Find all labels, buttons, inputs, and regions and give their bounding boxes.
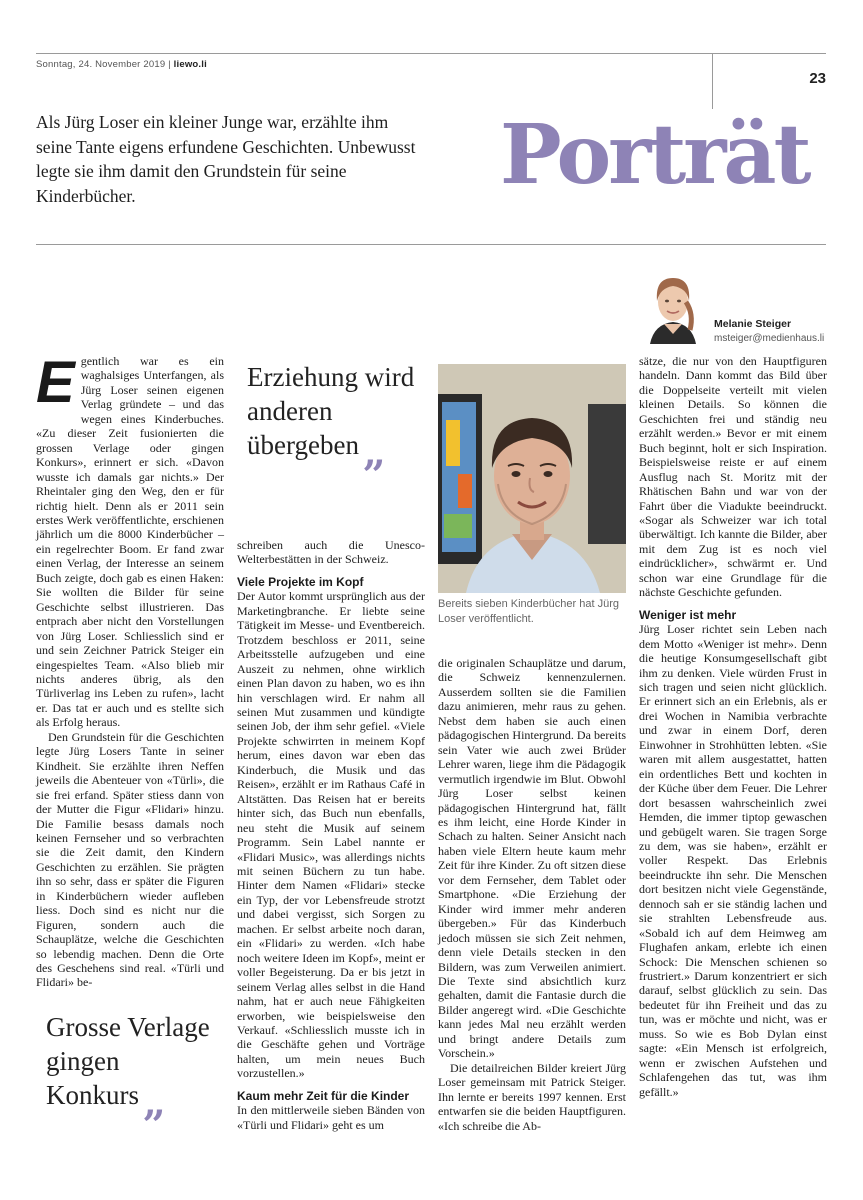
dateline-separator: | [165,59,174,70]
author-email[interactable]: msteiger@medienhaus.li [714,333,825,344]
author-name: Melanie Steiger [714,318,792,330]
subheading: Kaum mehr Zeit für die Kinder [237,1088,410,1103]
pull-quote [247,360,427,476]
section-rule [36,244,826,245]
article-paragraph: Der Autor kommt ursprünglich aus der Marketingbranche. Er liebte seine Tätigkeit im Messe- und Eventbereich. Trotzdem beschloss er 2011, seine Arbeitsstelle aufzugeben und eine Auszeit zu nehmen, ohne wirklich einen Plan davon zu haben, wo es ihn hin verschlagen wird. Er nahm all seinen Mut zusammen und kündigte seinen Job, der ihm sehr gefiel. «Viele Projekte schwirrten in meinem Kopf herum, eines davon war eben das Kinderbuch, die Musik und das Reisen», erzählt er im Rathaus Café in Altstätten. Das Reisen hat er bereits hinter sich, das Buch nun ebenfalls, neu steht die Musik auf seinem Programm. Sein Label nannte er «Flidari Music», was allerdings nichts mit seinen Büchern zu tun habe. Hinter dem Namen «Flidari» stecke ein Typ, der vor Lebensfreude strotzt und dabei vergisst, sich Sorgen zu machen. Er selbst arbeite noch daran, ein «Flidari» zu werden. «Ich habe noch weitere Ideen im Kopf», meint er voller Begeisterung. Da er bis jetzt in seinem Verlag alles selbst in die Hand nahm, hat er auch neue Fähigkeiten erworben, wie beispielsweise den Verkauf. «Schliesslich musste ich in die Geschäfte gehen und Vorträge halten, um mein neues Buch vorzustellen.» [237,589,425,1081]
section-title: Porträt [500,107,809,203]
article-column-3 [438,656,626,1133]
article-paragraph: sätze, die nur von den Hauptfiguren handeln. Dann kommt das Bild über die Doppelseite verteilt mit vielen kleinen Details. So können die Geschichten frei und ständig neu erzählt werden.» Bevor er mit einem Buch beginnt, holt er sich Inspiration. Beispielsweise reiste er auf einem Ausflug nach St. Moritz mit der Rhätischen Bahn und war von der Fahrt über die Viadukte beeindruckt. «Sogar als Schweizer war ich total überwältigt. Ich kannte die Bilder, aber mit dem Zug ist es noch viel eindrücklicher», schwärmt er. Und schon war eine Grundlage für die nächste Geschichte gefunden. [639,354,827,600]
photo-caption: Bereits sieben Kinderbücher hat Jürg Loser veröffentlicht. [438,598,619,625]
article-photo [438,364,626,593]
subheading: Weniger ist mehr [639,607,737,622]
site-name[interactable]: liewo.li [173,59,207,70]
article-paragraph: schreiben auch die Unesco-Welterbestätten in der Schweiz. [237,538,425,567]
article-paragraph: Jürg Loser richtet sein Leben nach dem Motto «Weniger ist mehr». Denn die heutige Konsumgesellschaft gibt ihm zu denken. Viele würden Frust in sich tragen und seien nicht glücklich. Er erinnert sich an ein Erlebnis, als er drei Wochen in Namibia verbrachte und zwar in einem Dorf, deren Einwohner in Strohhütten lebten. «Sie waren mit allem ausgestattet, hatten ein ordentliches Bett und kochten in der Küche über dem Feuer. Die Lehrer dort besassen wahrscheinlich zwei Hemden, die immer tiptop gewaschen und gebügelt waren. Sie tragen Sorge zu dem, was sie haben», erzählt er voller Respekt. Das Erlebnis beeindruckte ihn sehr. Die Menschen dort besitzen nicht viele Gegenstände, dennoch sah er sie ständig lachen und sie strahlten Lebensfreude aus. «Sobald ich auf dem Heimweg am Flughafen ankam, erlebte ich einen Schock: Die Menschen schienen so frustriert.» Darum konzentriert er sich darauf, selbst glücklich zu sein. Das bedeutet für ihn Freiheit und das zu tun, was er möchte und nicht, was er muss. So wie es Bob Dylan einst sagte: «Ein Mensch ist erfolgreich, wenn er zwischen Aufstehen und Schlafengehen das tut, was ihm gefällt.» [639,622,827,1099]
article-paragraph [36,350,224,730]
article-column-2 [237,538,425,1132]
pull-quote [46,1010,226,1126]
article-column-1 [36,350,224,990]
pull-quote-text: Grosse Verlage gingen Konkurs [46,1012,210,1110]
dateline [36,59,207,70]
article-deck: Als Jürg Loser ein kleiner Junge war, erzählte ihm seine Tante eigens erfundene Geschichten. Unbewusst legte sie ihm damit den Grundstein für seine Kinderbücher. [36,112,416,206]
article-paragraph: Die detailreichen Bilder kreiert Jürg Loser gemeinsam mit Patrick Steiger. Ihn lernte er bereits 1997 kennen. Erst entwarfen sie die beiden Hauptfiguren. «Ich schreibe die Ab- [438,1060,626,1133]
subheading: Viele Projekte im Kopf [237,574,364,589]
header-rule [36,53,826,54]
page-number: 23 [809,70,826,87]
article-paragraph: Den Grundstein für die Geschichten legte Jürg Losers Tante in seiner Kindheit. Sie erzählte ihren Neffen jeweils die Abenteuer von «Türli», die sie frei erfand. Später stiess dann von der Mutter die Figur «Flidari» hinzu. Die Familie besass damals noch keinen Fernseher und so verbrachten sie die Zeit damit, den Kindern Geschichten zu erzählen. Sie prägten ihn so sehr, dass er später die Figuren in Kinderbüchern wieder aufleben liess. Doch sind es nicht nur die Figuren, sondern auch die Schauplätze, welche die Geschichten so lebendig machen. Denn die Orte des Geschehens sind real. «Türli und Flidari» be- [36,729,224,990]
author-portrait [640,268,706,344]
article-column-4 [639,354,827,1099]
paragraph-text: gentlich war es ein waghalsiges Unterfangen, als Jürg Loser seinen eigenen Verlag gründete – und das wegen eines Kinderbuches. «Zu dieser Zeit fusionierten die grossen Verlage oder gingen Konkurs», erinnert er sich. «Davon wusste ich damals gar nichts.» Der Rheintaler ging den Weg, den er für richtig hielt. Denn als er 2011 sein erstes Werk veröffentlichte, erschienen jährlich um die 8000 Kinderbücher – ein regelrechter Boom. Er fand zwar einen Verlag, der Interesse an seinem Buch zeigte, doch gab es einen Haken: Sie wollten die Bilder für seine Geschichte selbst illustrieren. Das entprach aber nicht den Vorstellungen von Jürg Loser. Schliesslich sind er und sein Zeichner Patrick Steiger ein eingespieltes Team. «Also blieb mir nichts anderes übrig, als den Türliverlag ins Leben zu rufen», lacht er. Das tat er auch und es stellte sich als Erfolg heraus. [36,354,224,730]
quote-mark-icon: „ [143,1079,167,1126]
quote-mark-icon: „ [362,429,386,476]
article-paragraph: In den mittlerweile sieben Bänden von «Türli und Flidari» geht es um [237,1103,425,1132]
header-vertical-rule [712,53,713,109]
article-paragraph: die originalen Schauplätze und darum, die Schweiz kennenzulernen. Ausserdem sollten sie die Familien dazu animieren, mehr raus zu gehen. Nebst dem haben sie auch einen pädagogischen Hintergrund. Da bereits sein Vater wie auch zwei Brüder Lehrer waren, liege ihm die Pädagogik vermutlich irgendwie im Blut. Obwohl Jürg Loser selbst keinen pädagogischen Hintergrund hat, fällt es ihm leicht, eine Horde Kinder in Schach zu halten. Seiner Ansicht nach haben viele Eltern heute kaum mehr Zeit für ihre Kinder. Zu oft sitzen diese vor dem Fernseher, dem Tablet oder Smartphone. «Die Erziehung der Kinder wird immer mehr anderen übergeben.» Für das Kinderbuch jedoch müssen sie sich Zeit nehmen, denn viele Details stecken in den Bildern, was zum Verweilen animiert. Die Texte sind absichtlich kurz gehalten, damit die Fantasie durch die Bilder angeregt wird. «Die Geschichte kann jedes Mal neu erzählt werden und bringt andere Details zum Vorschein.» [438,656,626,1061]
pull-quote-text: Erziehung wird anderen übergeben [247,362,415,460]
issue-date: Sonntag, 24. November 2019 [36,59,166,70]
drop-cap: E [36,350,75,415]
